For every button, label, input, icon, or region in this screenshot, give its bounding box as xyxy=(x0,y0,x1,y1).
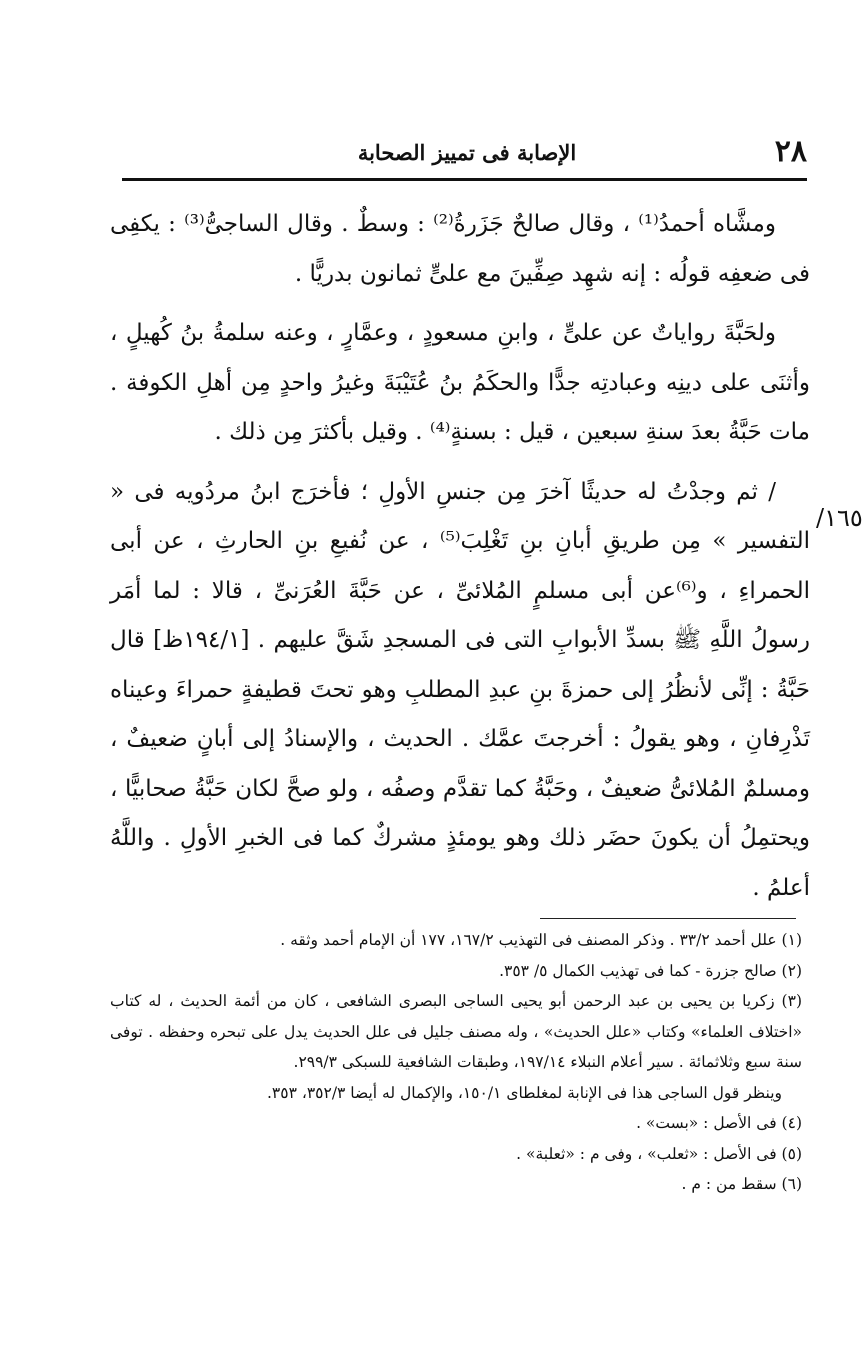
paragraph: / ثم وجدْتُ له حديثًا آخرَ مِن جنسِ الأولِ ؛ فأخرَج ابنُ مردُويه فى « التفسير » مِن طريقِ أبانِ بنِ تَغْلِبَ⁽⁵⁾ ، عن نُفيعِ بنِ الحارثِ ، عن أبى الحمراءِ ، و⁽⁶⁾عن أبى مسلمٍ المُلائىِّ ، عن حَبَّةَ العُرَنىِّ ، قالا : لما أمَر رسولُ اللَّهِ ﷺ بسدِّ الأبوابِ التى فى المسجدِ شَقَّ عليهم . [١٩٤/١ظ] قال حَبَّةُ : إنِّى لأنظُرُ إلى حمزةَ بنِ عبدِ المطلبِ وهو تحتَ قطيفةٍ حمراءَ وعيناه تَذْرِفانِ ، وهو يقولُ : أخرجتَ عمَّك . الحديث ، والإسنادُ إلى أبانٍ ضعيفٌ ، ومسلمٌ المُلائىُّ ضعيفٌ ، وحَبَّةُ كما تقدَّم وصفُه ، ولو صحَّ لكان حَبَّةُ صحابيًّا ، ويحتمِلُ أن يكونَ حضَر ذلك وهو يومئذٍ مشركٌ كما فى الخبرِ الأولِ . واللَّهُ أعلمُ . xyxy=(110,478,810,901)
footnote: (٣) زكريا بن يحيى بن عبد الرحمن أبو يحيى الساجى البصرى الشافعى ، كان من أئمة الحديث ، له كتاب «اختلاف العلماء» وكتاب «علل الحديث» ، وله مصنف جليل فى علل الحديث يدل على تبحره وحفظه . توفى سنة سبع وثلاثمائة . سير أعلام النبلاء ١٩٧/١٤، وطبقات الشافعية للسبكى ٢٩٩/٣. xyxy=(110,992,802,1071)
footnote: (٤) فى الأصل : «بست» . xyxy=(636,1114,802,1132)
footnote: (٢) صالح جزرة - كما فى تهذيب الكمال ٥/ ٣٥٣. xyxy=(499,961,802,980)
footnotes xyxy=(110,925,810,1200)
paragraph: ومشَّاه أحمدُ⁽¹⁾ ، وقال صالحٌ جَزَرةُ⁽²⁾ : وسطٌ . وقال الساجىُّ⁽³⁾ : يكفِى فى ضعفِه قولُه : إنه شهِد صِفِّينَ مع علىٍّ ثمانون بدريًّا . xyxy=(110,211,810,287)
main-text xyxy=(110,200,810,913)
margin-page-reference: ١٦٥/ xyxy=(816,504,863,532)
footnote-continuation: وينظر قول الساجى هذا فى الإنابة لمغلطاى ١٥٠/١، والإكمال له أيضا ٣٥٢/٣، ٣٥٣. xyxy=(266,1083,782,1102)
footnote: (١) علل أحمد ٣٣/٢ . وذكر المصنف فى التهذيب ١٦٧/٢، ١٧٧ أن الإمام أحمد وثقه . xyxy=(280,931,802,949)
footnote: (٦) سقط من : م . xyxy=(681,1175,802,1193)
book-title: الإصابة فى تمييز الصحابة xyxy=(357,140,577,165)
header-rule xyxy=(122,178,807,181)
footnote-divider xyxy=(540,918,796,919)
running-header xyxy=(122,132,807,176)
footnote: (٥) فى الأصل : «ثعلب» ، وفى م : «ثعلبة» . xyxy=(516,1144,802,1163)
paragraph: ولحَبَّةَ رواياتٌ عن علىٍّ ، وابنِ مسعودٍ ، وعمَّارٍ ، وعنه سلمةُ بنُ كُهيلٍ ، وأثنَى على دينِه وعبادتِه جدًّا والحكَمُ بنُ عُتَيْبَةَ وغيرُ واحدٍ مِن أهلِ الكوفة . مات حَبَّةُ بعدَ سنةِ سبعين ، قيل : بسنةٍ⁽⁴⁾ . وقيل بأكثرَ مِن ذلك . xyxy=(110,320,810,445)
page-number: ٢٨ xyxy=(774,134,807,169)
